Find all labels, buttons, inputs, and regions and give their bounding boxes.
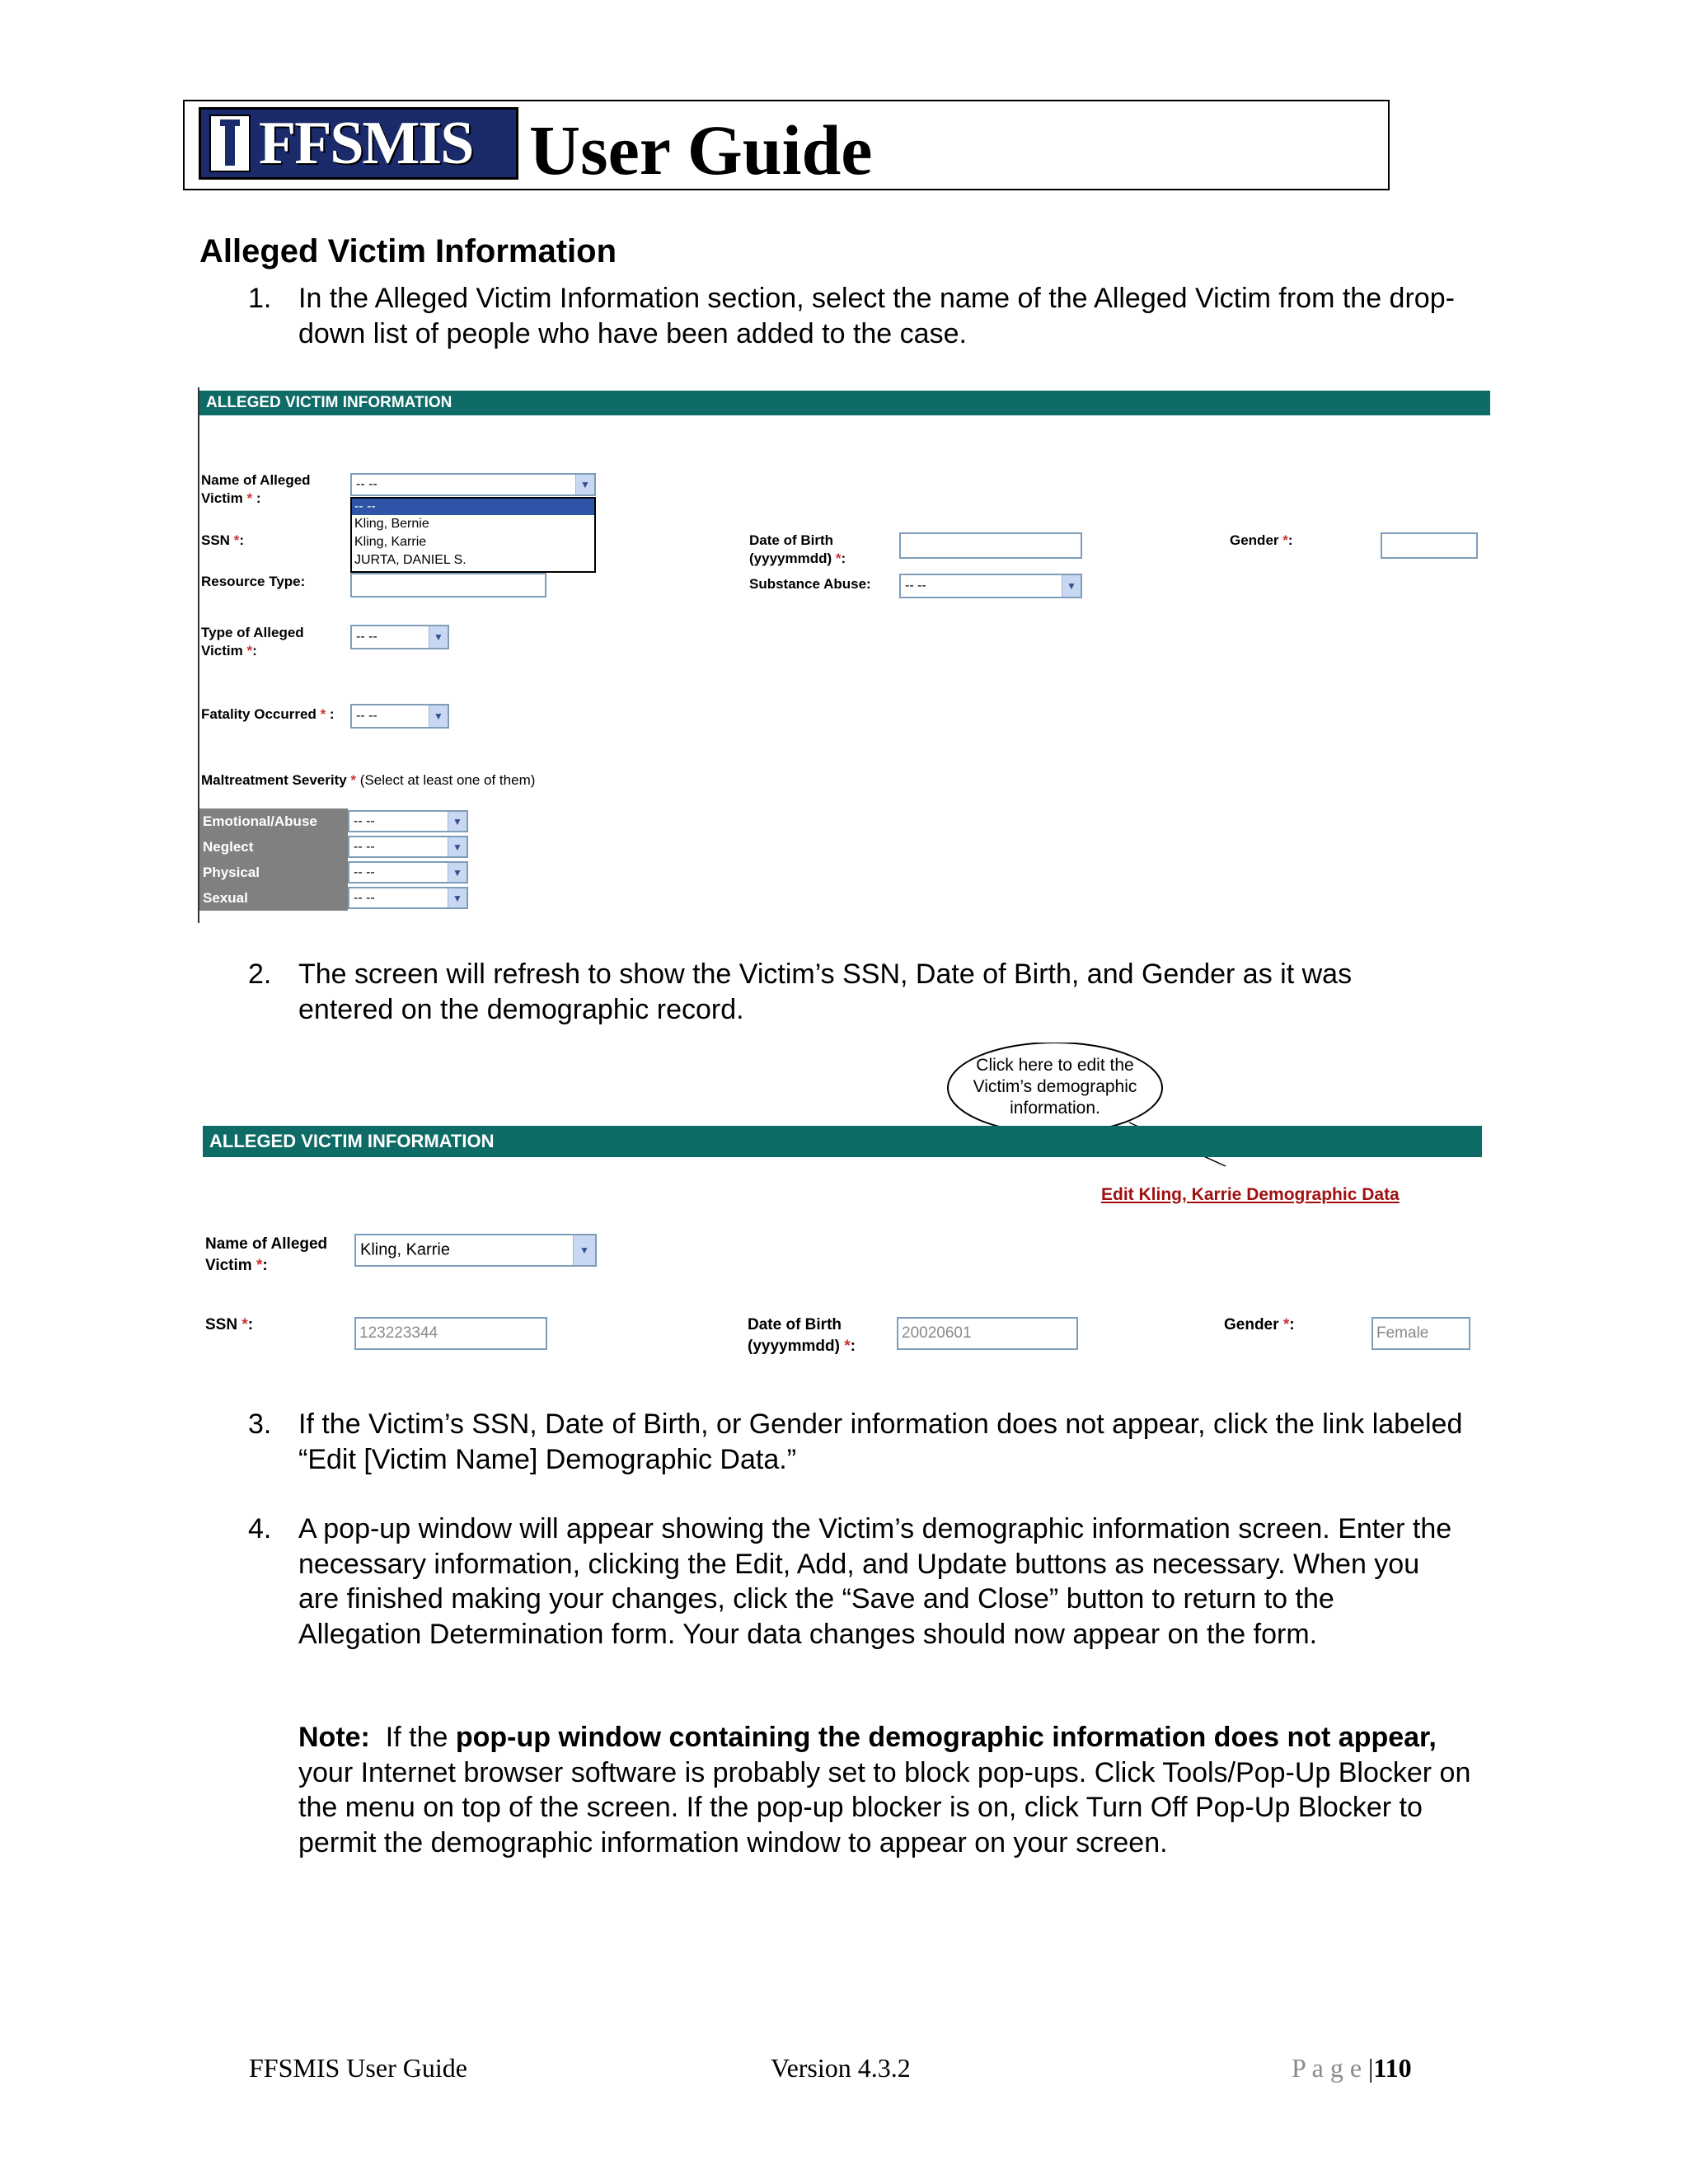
maltreatment-sexual-select[interactable] [348, 887, 468, 909]
label-line: Victim [201, 643, 243, 658]
select-value: -- -- [356, 630, 377, 644]
form-screenshot-1 [198, 387, 1492, 923]
alleged-victim-dropdown-list [350, 497, 596, 573]
label-colon: : [256, 490, 261, 506]
form-screenshot-2 [198, 1043, 1492, 1368]
note-paragraph [298, 1720, 1477, 1860]
maltreatment-hint: (Select at least one of them) [359, 772, 536, 788]
required-mark: * [246, 490, 253, 506]
note-text: your Internet browser software is probably set to block pop-ups. Click Tools/Pop-Up Blocker on the menu on top of the screen. If the pop-up blocker is on, click Turn Off Pop-Up Blocker to permit the demographic information window to appear on your screen. [298, 1756, 1471, 1858]
maltreatment-physical-select[interactable] [348, 861, 468, 883]
required-mark: * [241, 1316, 248, 1333]
substance-abuse-label: Substance Abuse: [749, 576, 871, 592]
select-value: -- -- [356, 709, 377, 723]
label-colon: : [262, 1257, 268, 1274]
label-line: Name of Alleged [201, 472, 311, 488]
ffsmis-logo [199, 107, 518, 180]
required-mark: * [233, 532, 240, 548]
label-text: Gender [1224, 1316, 1279, 1333]
ssn-label [205, 1315, 253, 1336]
label-text: SSN [205, 1316, 238, 1333]
maltreatment-emotional-label: Emotional/Abuse [199, 808, 348, 834]
maltreatment-neglect-label: Neglect [199, 834, 348, 860]
step-text-2: The screen will refresh to show the Victim’s SSN, Date of Birth, and Gender as it was entered on the demographic record. [298, 958, 1353, 1025]
callout-line: Victim’s demographic [973, 1077, 1137, 1096]
label-line: Date of Birth [748, 1316, 842, 1333]
label-text: SSN [201, 532, 230, 548]
step-number-2: 2. [248, 958, 272, 990]
label-colon: : [247, 1316, 254, 1333]
required-mark: * [1282, 1316, 1290, 1333]
name-of-alleged-victim-label [205, 1234, 327, 1277]
page-number: 110 [1373, 2053, 1412, 2083]
resource-type-label: Resource Type: [201, 574, 306, 589]
select-value: -- -- [354, 865, 375, 879]
ssn-label [201, 532, 244, 550]
lighthouse-icon [209, 115, 251, 172]
required-mark: * [844, 1338, 851, 1355]
fatality-occurred-label [201, 705, 335, 724]
footer-document-name: FFSMIS User Guide [249, 2053, 467, 2083]
page-label: P a g e [1292, 2053, 1362, 2083]
dropdown-option-jurta-daniel[interactable]: JURTA, DANIEL S. [354, 553, 467, 567]
ssn-input[interactable] [354, 1317, 547, 1350]
label-colon: : [329, 706, 335, 722]
section-header-bar: ALLEGED VICTIM INFORMATION [203, 1126, 1482, 1157]
label-line: Type of Alleged [201, 625, 304, 640]
section-title: Alleged Victim Information [199, 233, 617, 269]
select-value: -- -- [354, 839, 375, 854]
step-text-1: In the Alleged Victim Information section, select the name of the Alleged Victim from the drop-down list of people who have been added to the case. [298, 283, 1455, 349]
callout-text [952, 1055, 1158, 1119]
required-mark: * [1282, 532, 1288, 548]
footer-version: Version 4.3.2 [771, 2053, 911, 2083]
label-colon: : [252, 643, 257, 658]
label-colon: : [1289, 1316, 1295, 1333]
required-mark: * [320, 706, 326, 722]
gender-input[interactable] [1381, 532, 1478, 559]
chevron-down-icon[interactable]: ▼ [573, 1235, 595, 1265]
edit-demographic-data-link[interactable]: Edit Kling, Karrie Demographic Data [1101, 1185, 1400, 1204]
chevron-down-icon[interactable]: ▼ [429, 705, 448, 727]
label-line: Name of Alleged [205, 1235, 328, 1253]
name-of-alleged-victim-label [201, 471, 311, 508]
chevron-down-icon[interactable]: ▼ [448, 888, 467, 907]
section-header-bar: ALLEGED VICTIM INFORMATION [199, 391, 1490, 415]
footer-page [1292, 2053, 1412, 2083]
date-of-birth-label [749, 532, 846, 568]
type-of-alleged-victim-label [201, 624, 304, 660]
label-colon: : [1287, 532, 1293, 548]
gender-label [1224, 1315, 1295, 1336]
required-mark: * [835, 551, 842, 566]
label-text: Fatality Occurred [201, 706, 316, 722]
step-number-3: 3. [248, 1408, 272, 1440]
resource-type-input[interactable] [350, 573, 546, 598]
date-of-birth-input[interactable] [899, 532, 1082, 559]
step-number-1: 1. [248, 283, 272, 314]
dropdown-option-selected[interactable]: -- -- [352, 499, 594, 515]
logo-text: FFSMIS [259, 109, 473, 177]
label-text: Gender [1230, 532, 1279, 548]
label-line: (yyyymmdd) [749, 551, 832, 566]
label-line: Victim [201, 490, 243, 506]
step-text-4: A pop-up window will appear showing the Victim’s demographic information screen. Enter the necessary information, clicking the Edit, Add, and Update buttons as necessary. When you are finished making your changes, click the “Save and Close” button to return to the Allegation Determination form. Your data changes should now appear on the form. [298, 1513, 1452, 1650]
alleged-victim-select[interactable] [350, 473, 596, 496]
maltreatment-emotional-select[interactable] [348, 810, 468, 832]
date-of-birth-label [748, 1315, 856, 1357]
chevron-down-icon[interactable]: ▼ [448, 863, 467, 882]
label-line: (yyyymmdd) [748, 1338, 840, 1355]
select-value: -- -- [354, 813, 375, 828]
required-mark: * [256, 1257, 263, 1274]
select-value: -- -- [356, 477, 377, 491]
note-label: Note: [298, 1722, 370, 1753]
note-bold-text: pop-up window containing the demographic information does not appear, [455, 1722, 1437, 1753]
label-colon: : [841, 551, 846, 566]
maltreatment-physical-label: Physical [199, 860, 348, 885]
select-value: Kling, Karrie [360, 1240, 450, 1259]
substance-abuse-select[interactable] [899, 574, 1082, 598]
chevron-down-icon[interactable]: ▼ [448, 812, 467, 831]
maltreatment-sexual-label: Sexual [199, 885, 348, 911]
gender-label [1230, 532, 1293, 550]
maltreatment-neglect-select[interactable] [348, 836, 468, 858]
date-of-birth-value: 20020601 [902, 1324, 972, 1342]
label-line: Date of Birth [749, 532, 833, 548]
label-line: Victim [205, 1257, 252, 1274]
ssn-value: 123223344 [359, 1324, 438, 1342]
page-separator: | [1368, 2053, 1374, 2083]
document-title: User Guide [529, 110, 873, 190]
gender-input[interactable] [1372, 1317, 1470, 1350]
chevron-down-icon[interactable]: ▼ [448, 837, 467, 856]
step-number-4: 4. [248, 1513, 272, 1544]
dropdown-option-kling-karrie[interactable]: Kling, Karrie [354, 535, 427, 549]
label-text: Maltreatment Severity [201, 772, 347, 788]
note-text: If the [385, 1722, 448, 1753]
label-colon: : [850, 1338, 856, 1355]
chevron-down-icon[interactable]: ▼ [429, 626, 448, 648]
gender-value: Female [1376, 1324, 1429, 1342]
maltreatment-severity-label [201, 771, 535, 790]
select-value: -- -- [354, 890, 375, 905]
chevron-down-icon[interactable]: ▼ [575, 475, 594, 494]
chevron-down-icon[interactable]: ▼ [1062, 575, 1081, 597]
date-of-birth-input[interactable] [897, 1317, 1078, 1350]
step-text-3: If the Victim’s SSN, Date of Birth, or Gender information does not appear, click the link labeled “Edit [Victim Name] Demographic Data.” [298, 1408, 1463, 1475]
dropdown-option-kling-bernie[interactable]: Kling, Bernie [354, 517, 429, 531]
alleged-victim-select[interactable] [354, 1234, 597, 1267]
fatality-occurred-select[interactable] [350, 704, 449, 729]
select-value: -- -- [905, 579, 926, 593]
required-mark: * [350, 772, 357, 788]
required-mark: * [246, 643, 253, 658]
callout-line: information. [1010, 1099, 1100, 1118]
type-of-alleged-victim-select[interactable] [350, 625, 449, 649]
label-colon: : [239, 532, 244, 548]
callout-line: Click here to edit the [976, 1056, 1134, 1075]
